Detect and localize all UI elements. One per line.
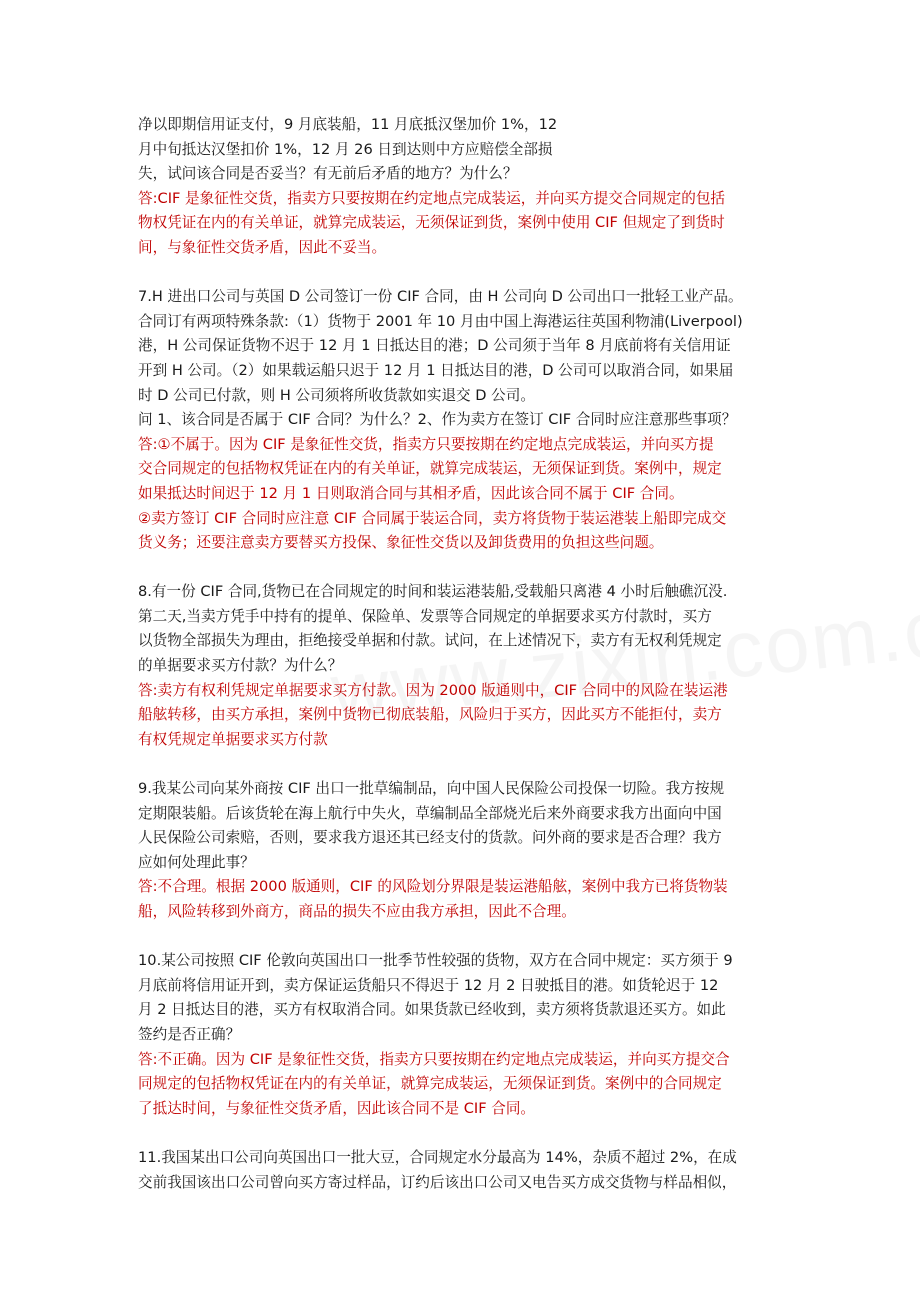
answer-line: 间，与象征性交货矛盾，因此不妥当。 bbox=[138, 238, 387, 256]
question-line: 交前我国该出口公司曾向买方寄过样品，订约后该出口公司又电告买方成交货物与样品相似， bbox=[138, 1173, 737, 1191]
question-line: 9.我某公司向某外商按 CIF 出口一批草编制品，向中国人民保险公司投保一切险。我方按规 bbox=[138, 780, 725, 798]
question-line: 时 D 公司已付款，则 H 公司须将所收货款如实退交 D 公司。 bbox=[138, 386, 535, 404]
qa-block bbox=[138, 949, 788, 1121]
answer-line: 答:CIF 是象征性交货，指卖方只要按期在约定地点完成装运，并向买方提交合同规定的包括 bbox=[138, 189, 726, 207]
answer-line: 如果抵达时间迟于 12 月 1 日则取消合同与其相矛盾，因此该合同不属于 CIF 合同。 bbox=[138, 484, 684, 502]
answer-line: 有权凭规定单据要求买方付款 bbox=[138, 730, 328, 748]
question-line: 7.H 进出口公司与英国 D 公司签订一份 CIF 合同，由 H 公司向 D 公司出口一批轻工业产品。 bbox=[138, 288, 743, 306]
question-line: 定期限装船。后该货轮在海上航行中失火，草编制品全部烧光后来外商要求我方出面向中国 bbox=[138, 804, 722, 822]
qa-block bbox=[138, 1146, 788, 1195]
answer-line: 船舷转移，由买方承担，案例中货物已彻底装船，风险归于买方，因此买方不能拒付，卖方 bbox=[138, 706, 722, 724]
qa-block bbox=[138, 777, 788, 925]
question-line: 港，H 公司保证货物不迟于 12 月 1 日抵达目的港；D 公司须于当年 8 月底前将有关信用证 bbox=[138, 337, 731, 355]
question-line: 月 2 日抵达目的港，买方有权取消合同。如果货款已经收到，卖方须将货款退还买方。如此 bbox=[138, 1001, 726, 1019]
answer-line: ②卖方签订 CIF 合同时应注意 CIF 合同属于装运合同，卖方将货物于装运港装上船即完成交 bbox=[138, 509, 727, 527]
qa-block bbox=[138, 113, 788, 261]
question-line: 以货物全部损失为理由，拒绝接受单据和付款。试问，在上述情况下，卖方有无权利凭规定 bbox=[138, 632, 722, 650]
question-line: 失，试问该合同是否妥当？有无前后矛盾的地方？为什么？ bbox=[138, 165, 518, 183]
answer-line: 物权凭证在内的有关单证，就算完成装运，无须保证到货，案例中使用 CIF 但规定了到货时 bbox=[138, 214, 725, 232]
question-line: 11.我国某出口公司向英国出口一批大豆，合同规定水分最高为 14%，杂质不超过 2%，在成 bbox=[138, 1148, 737, 1166]
question-line: 开到 H 公司。（2）如果载运船只迟于 12 月 1 日抵达目的港，D 公司可以取消合同，如果届 bbox=[138, 361, 734, 379]
answer-line: 答:不正确。因为 CIF 是象征性交货，指卖方只要按期在约定地点完成装运，并向买方提交合 bbox=[138, 1050, 730, 1068]
question-line: 净以即期信用证支付，9 月底装船，11 月底抵汉堡加价 1%，12 bbox=[138, 116, 558, 133]
answer-line: 同规定的包括物权凭证在内的有关单证，就算完成装运，无须保证到货。案例中的合同规定 bbox=[138, 1075, 722, 1093]
answer-line: 货义务；还要注意卖方要替买方投保、象征性交货以及卸货费用的负担这些问题。 bbox=[138, 534, 664, 552]
question-line: 问 1、该合同是否属于 CIF 合同？为什么？2、作为卖方在签订 CIF 合同时应注意那些事项？ bbox=[138, 411, 737, 429]
question-line: 月底前将信用证开到，卖方保证运货船只不得迟于 12 月 2 日驶抵目的港。如货轮迟于 12 bbox=[138, 976, 719, 994]
qa-block bbox=[138, 580, 788, 752]
question-line: 第二天,当卖方凭手中持有的提单、保险单、发票等合同规定的单据要求买方付款时，买方 bbox=[138, 607, 712, 625]
answer-line: 了抵达时间，与象征性交货矛盾，因此该合同不是 CIF 合同。 bbox=[138, 1099, 536, 1117]
question-line: 8.有一份 CIF 合同,货物已在合同规定的时间和装运港装船,受载船只离港 4 小时后触礁沉没. bbox=[138, 583, 728, 601]
qa-block bbox=[138, 285, 788, 556]
document-body bbox=[138, 113, 788, 1220]
question-line: 10.某公司按照 CIF 伦敦向英国出口一批季节性较强的货物，双方在合同中规定：买方须于 9 bbox=[138, 952, 733, 970]
question-line: 合同订有两项特殊条款:（1）货物于 2001 年 10 月由中国上海港运往英国利物浦(Liverpool) bbox=[138, 312, 743, 330]
answer-line: 答:卖方有权利凭规定单据要求买方付款。因为 2000 版通则中，CIF 合同中的风险在装运港 bbox=[138, 681, 728, 699]
question-line: 人民保险公司索赔，否则，要求我方退还其已经支付的货款。问外商的要求是否合理？我方 bbox=[138, 829, 722, 847]
question-line: 应如何处理此事？ bbox=[138, 853, 255, 871]
answer-line: 船，风险转移到外商方，商品的损失不应由我方承担，因此不合理。 bbox=[138, 903, 576, 920]
answer-line: 答:不合理。根据 2000 版通则，CIF 的风险划分界限是装运港船舷，案例中我方已将货物装 bbox=[138, 878, 728, 896]
question-line: 月中旬抵达汉堡扣价 1%，12 月 26 日到达则中方应赔偿全部损 bbox=[138, 140, 553, 158]
answer-line: 交合同规定的包括物权凭证在内的有关单证，就算完成装运，无须保证到货。案例中，规定 bbox=[138, 460, 722, 478]
answer-line: 答:①不属于。因为 CIF 是象征性交货，指卖方只要按期在约定地点完成装运，并向买方提 bbox=[138, 435, 714, 453]
question-line: 签约是否正确？ bbox=[138, 1025, 241, 1043]
question-line: 的单据要求买方付款？为什么？ bbox=[138, 657, 343, 675]
